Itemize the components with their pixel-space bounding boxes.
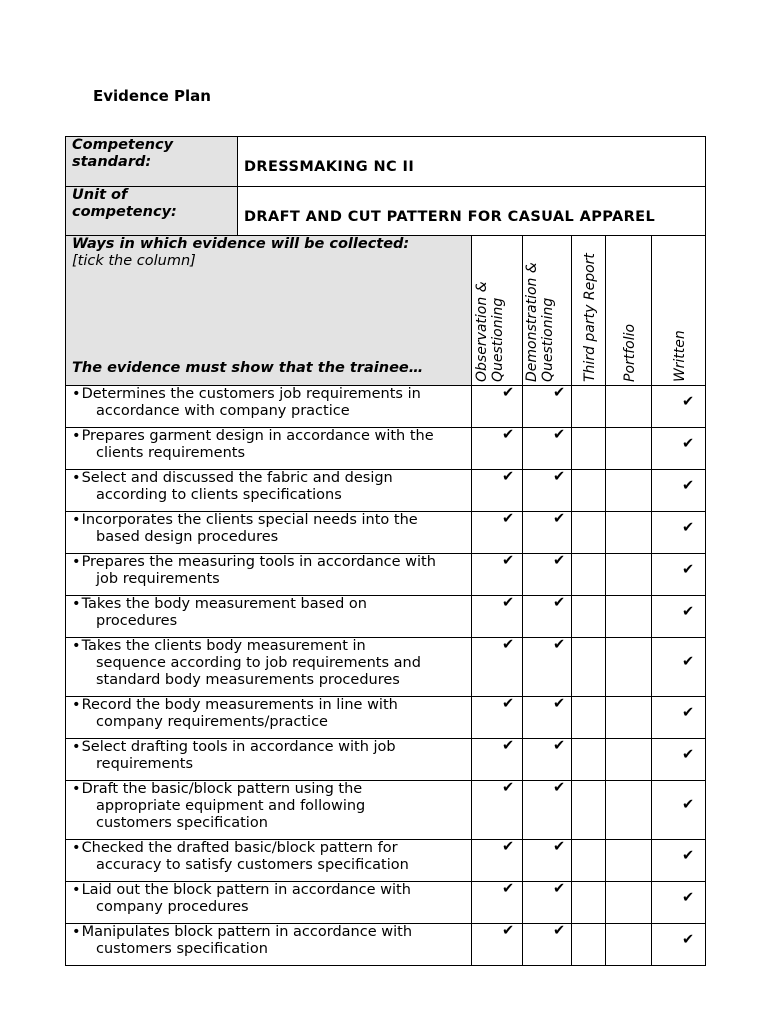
criterion-first-line: Determines the customers job requirements in: [81, 386, 421, 402]
tick-cell: [652, 512, 706, 554]
checkmark-icon: ✔: [502, 839, 515, 855]
tick-cell: [523, 386, 572, 428]
criterion-first-line: Prepares garment design in accordance with the: [81, 428, 434, 444]
checkmark-icon: ✔: [682, 520, 695, 536]
evidence-plan-table: [65, 136, 706, 966]
criterion-text: [66, 428, 472, 470]
criterion-text: [66, 924, 472, 966]
tick-cell: [652, 470, 706, 512]
criterion-text: [66, 512, 472, 554]
tick-cell: [472, 554, 523, 596]
criterion-continuation-line: clients requirements: [96, 445, 246, 461]
criterion-continuation-line: sequence according to job requirements and: [96, 655, 421, 671]
tick-cell: [472, 840, 523, 882]
tick-cell: [606, 554, 652, 596]
checkmark-icon: ✔: [682, 604, 695, 620]
criterion-first-line: Select and discussed the fabric and design: [81, 470, 393, 486]
tick-cell: [572, 840, 606, 882]
criterion-first-line: Manipulates block pattern in accordance with: [81, 924, 413, 940]
bullet-icon: •: [72, 596, 81, 612]
bullet-icon: •: [72, 470, 81, 486]
tick-cell: [606, 470, 652, 512]
checkmark-icon: ✔: [682, 797, 695, 813]
tick-cell: [572, 554, 606, 596]
criterion-continuation-line: requirements: [96, 756, 194, 772]
criterion-row: [66, 924, 706, 966]
checkmark-icon: ✔: [502, 469, 515, 485]
criterion-text: [66, 697, 472, 739]
ways-title: Ways in which evidence will be collected:: [72, 236, 410, 252]
checkmark-icon: ✔: [502, 923, 515, 939]
criterion-row: [66, 697, 706, 739]
competency-standard-value: DRESSMAKING NC II: [238, 137, 706, 187]
unit-of-competency-value: DRAFT AND CUT PATTERN FOR CASUAL APPAREL: [238, 187, 706, 236]
tick-cell: [572, 697, 606, 739]
tick-cell: [472, 386, 523, 428]
criterion-text: [66, 739, 472, 781]
checkmark-icon: ✔: [553, 923, 566, 939]
criterion-text: [66, 781, 472, 840]
tick-cell: [606, 781, 652, 840]
checkmark-icon: ✔: [502, 385, 515, 401]
tick-cell: [652, 739, 706, 781]
tick-cell: [572, 781, 606, 840]
tick-cell: [523, 638, 572, 697]
method-header-demonstration: [523, 236, 572, 386]
criterion-continuation-line: company requirements/practice: [96, 714, 328, 730]
criterion-row: [66, 739, 706, 781]
bullet-icon: •: [72, 882, 81, 898]
checkmark-icon: ✔: [553, 427, 566, 443]
bullet-icon: •: [72, 840, 81, 856]
checkmark-icon: ✔: [502, 696, 515, 712]
criterion-continuation-line: accordance with company practice: [96, 403, 350, 419]
tick-cell: [652, 697, 706, 739]
tick-cell: [652, 781, 706, 840]
tick-cell: [523, 739, 572, 781]
criterion-first-line: Laid out the block pattern in accordance with: [81, 882, 411, 898]
tick-cell: [606, 739, 652, 781]
criterion-first-line: Prepares the measuring tools in accordance with: [81, 554, 436, 570]
checkmark-icon: ✔: [682, 562, 695, 578]
tick-cell: [472, 781, 523, 840]
method-header-observation: [472, 236, 523, 386]
checkmark-icon: ✔: [502, 637, 515, 653]
checkmark-icon: ✔: [553, 637, 566, 653]
tick-cell: [472, 739, 523, 781]
bullet-icon: •: [72, 697, 81, 713]
checkmark-icon: ✔: [553, 738, 566, 754]
criterion-row: [66, 512, 706, 554]
tick-cell: [472, 924, 523, 966]
competency-standard-row: [66, 137, 706, 187]
checkmark-icon: ✔: [502, 595, 515, 611]
criterion-text: [66, 638, 472, 697]
tick-cell: [572, 512, 606, 554]
criterion-row: [66, 386, 706, 428]
criterion-continuation-line: according to clients specifications: [96, 487, 342, 503]
tick-cell: [652, 428, 706, 470]
tick-cell: [523, 840, 572, 882]
tick-cell: [523, 924, 572, 966]
criterion-text: [66, 596, 472, 638]
method-header-portfolio: [606, 236, 652, 386]
method-header-third-party: [572, 236, 606, 386]
tick-cell: [652, 840, 706, 882]
tick-cell: [606, 882, 652, 924]
checkmark-icon: ✔: [682, 890, 695, 906]
checkmark-icon: ✔: [682, 747, 695, 763]
ways-instruction: [tick the column]: [72, 253, 196, 269]
criterion-row: [66, 781, 706, 840]
tick-cell: [472, 596, 523, 638]
tick-cell: [652, 596, 706, 638]
checkmark-icon: ✔: [682, 436, 695, 452]
criterion-row: [66, 428, 706, 470]
tick-cell: [523, 512, 572, 554]
checkmark-icon: ✔: [682, 848, 695, 864]
tick-cell: [606, 840, 652, 882]
tick-cell: [523, 428, 572, 470]
tick-cell: [572, 882, 606, 924]
tick-cell: [523, 596, 572, 638]
checkmark-icon: ✔: [502, 427, 515, 443]
checkmark-icon: ✔: [553, 881, 566, 897]
tick-cell: [472, 512, 523, 554]
tick-cell: [606, 697, 652, 739]
tick-cell: [472, 428, 523, 470]
criterion-continuation-line: standard body measurements procedures: [96, 672, 400, 688]
bullet-icon: •: [72, 739, 81, 755]
checkmark-icon: ✔: [682, 394, 695, 410]
ways-footer: The evidence must show that the trainee…: [72, 360, 424, 376]
bullet-icon: •: [72, 554, 81, 570]
tick-cell: [606, 386, 652, 428]
tick-cell: [523, 554, 572, 596]
criterion-first-line: Takes the clients body measurement in: [81, 638, 366, 654]
checkmark-icon: ✔: [682, 932, 695, 948]
tick-cell: [523, 470, 572, 512]
criterion-text: [66, 882, 472, 924]
criterion-continuation-line: accuracy to satisfy customers specification: [96, 857, 409, 873]
criterion-first-line: Checked the drafted basic/block pattern for: [81, 840, 398, 856]
tick-cell: [523, 781, 572, 840]
tick-cell: [606, 924, 652, 966]
tick-cell: [572, 924, 606, 966]
tick-cell: [652, 924, 706, 966]
criterion-continuation-line: based design procedures: [96, 529, 279, 545]
tick-cell: [472, 638, 523, 697]
criterion-first-line: Incorporates the clients special needs into the: [81, 512, 418, 528]
bullet-icon: •: [72, 924, 81, 940]
checkmark-icon: ✔: [682, 478, 695, 494]
tick-cell: [572, 470, 606, 512]
criterion-row: [66, 554, 706, 596]
method-label: Observation & Questioning: [474, 281, 506, 382]
tick-cell: [652, 554, 706, 596]
criterion-text: [66, 386, 472, 428]
tick-cell: [523, 882, 572, 924]
criterion-first-line: Draft the basic/block pattern using the: [81, 781, 363, 797]
criterion-first-line: Record the body measurements in line with: [81, 697, 398, 713]
criterion-row: [66, 882, 706, 924]
criterion-text: [66, 554, 472, 596]
tick-cell: [472, 697, 523, 739]
checkmark-icon: ✔: [553, 839, 566, 855]
criterion-row: [66, 840, 706, 882]
criterion-first-line: Select drafting tools in accordance with job: [81, 739, 396, 755]
criterion-continuation-line: job requirements: [96, 571, 220, 587]
checkmark-icon: ✔: [553, 553, 566, 569]
tick-cell: [572, 428, 606, 470]
criterion-first-line: Takes the body measurement based on: [81, 596, 367, 612]
tick-cell: [606, 596, 652, 638]
tick-cell: [652, 386, 706, 428]
bullet-icon: •: [72, 386, 81, 402]
checkmark-icon: ✔: [553, 511, 566, 527]
checkmark-icon: ✔: [682, 654, 695, 670]
criterion-row: [66, 470, 706, 512]
criterion-text: [66, 840, 472, 882]
tick-cell: [472, 470, 523, 512]
checkmark-icon: ✔: [553, 469, 566, 485]
checkmark-icon: ✔: [553, 696, 566, 712]
tick-cell: [523, 697, 572, 739]
method-header-written: [652, 236, 706, 386]
tick-cell: [606, 512, 652, 554]
checkmark-icon: ✔: [502, 738, 515, 754]
ways-cell: [66, 236, 472, 386]
unit-of-competency-label: Unit of competency:: [66, 187, 238, 236]
criterion-continuation-line: company procedures: [96, 899, 249, 915]
criterion-continuation-line: procedures: [96, 613, 178, 629]
tick-cell: [652, 882, 706, 924]
criterion-continuation-line: appropriate equipment and following: [96, 798, 366, 814]
method-label: Written: [671, 330, 688, 382]
checkmark-icon: ✔: [502, 780, 515, 796]
page-title: Evidence Plan: [93, 87, 211, 105]
checkmark-icon: ✔: [502, 511, 515, 527]
bullet-icon: •: [72, 638, 81, 654]
criterion-continuation-line: customers specification: [96, 815, 268, 831]
tick-cell: [572, 638, 606, 697]
bullet-icon: •: [72, 428, 81, 444]
competency-standard-label: Competency standard:: [66, 137, 238, 187]
checkmark-icon: ✔: [682, 705, 695, 721]
criterion-row: [66, 638, 706, 697]
unit-of-competency-row: [66, 187, 706, 236]
tick-cell: [606, 638, 652, 697]
bullet-icon: •: [72, 781, 81, 797]
tick-cell: [572, 739, 606, 781]
checkmark-icon: ✔: [553, 595, 566, 611]
tick-cell: [652, 638, 706, 697]
method-label: Third party Report: [581, 253, 598, 382]
criterion-continuation-line: customers specification: [96, 941, 268, 957]
checkmark-icon: ✔: [553, 780, 566, 796]
bullet-icon: •: [72, 512, 81, 528]
criterion-row: [66, 596, 706, 638]
tick-cell: [572, 596, 606, 638]
criterion-text: [66, 470, 472, 512]
method-label: Demonstration & Questioning: [524, 262, 556, 382]
methods-header-row: [66, 236, 706, 386]
checkmark-icon: ✔: [553, 385, 566, 401]
checkmark-icon: ✔: [502, 881, 515, 897]
tick-cell: [606, 428, 652, 470]
tick-cell: [472, 882, 523, 924]
method-label: Portfolio: [621, 323, 638, 382]
checkmark-icon: ✔: [502, 553, 515, 569]
tick-cell: [572, 386, 606, 428]
